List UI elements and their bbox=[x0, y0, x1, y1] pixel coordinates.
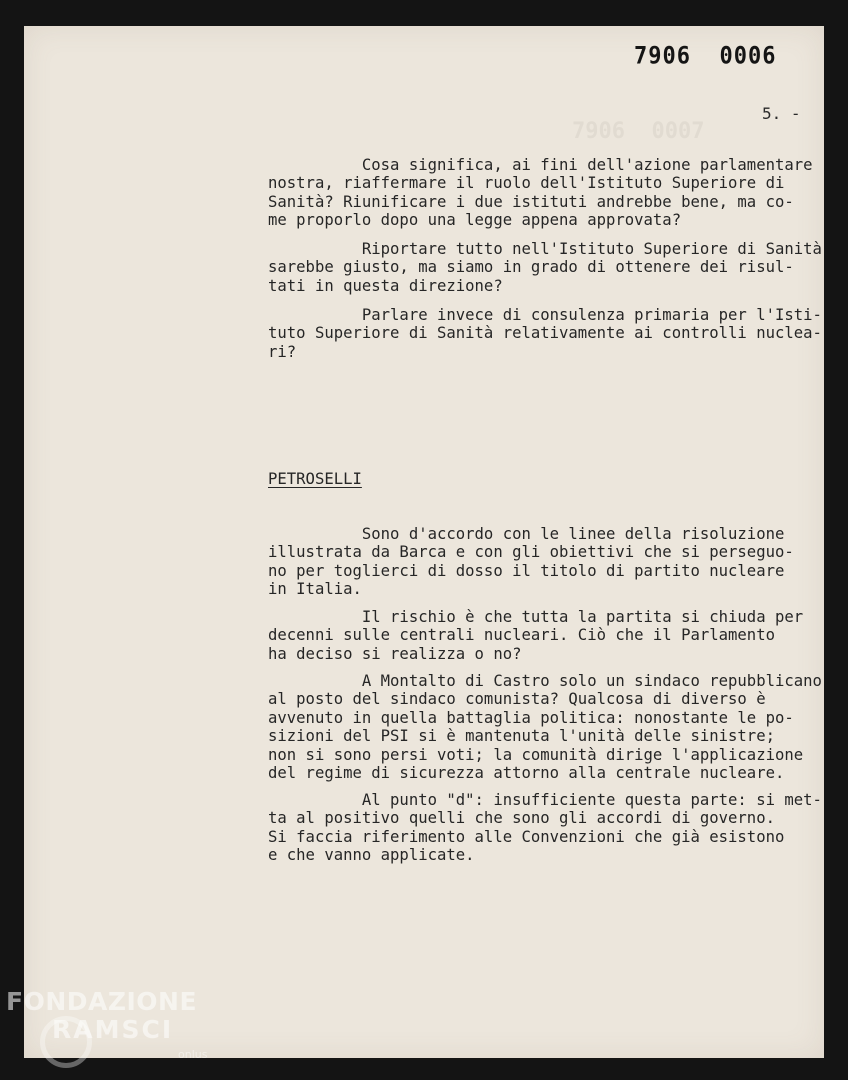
bleed-through-code: 7906 0007 bbox=[572, 119, 705, 144]
document-page bbox=[24, 26, 824, 1058]
paragraph-1: Cosa significa, ai fini dell'azione parlamentare nostra, riaffermare il ruolo dell'Istituto Superiore di Sanità? Riunificare i due istituti andrebbe bene, ma co- me proporlo dopo una legge appena approvata? bbox=[268, 156, 813, 230]
speaker-paragraph-2: Il rischio è che tutta la partita si chiuda per decenni sulle centrali nucleari. Ciò che il Parlamento ha deciso si realizza o no? bbox=[268, 608, 804, 663]
paragraph-2: Riportare tutto nell'Istituto Superiore di Sanità sarebbe giusto, ma siamo in grado di ottenere dei risul- tati in questa direzione? bbox=[268, 240, 822, 295]
logo-text-line1: FONDAZIONE bbox=[6, 987, 198, 1016]
speaker-paragraph-4: Al punto "d": insufficiente questa parte: si met- ta al positivo quelli che sono gli accordi di governo. Si faccia riferimento alle Convenzioni che già esistono e che vanno applicate. bbox=[268, 791, 822, 865]
logo-onlus: onlus bbox=[178, 1048, 208, 1061]
document-code: 7906 0006 bbox=[634, 43, 777, 70]
paragraph-3: Parlare invece di consulenza primaria per l'Isti- tuto Superiore di Sanità relativamente ai controlli nuclea- ri? bbox=[268, 306, 822, 361]
speaker-paragraph-3: A Montalto di Castro solo un sindaco repubblicano al posto del sindaco comunista? Qualcosa di diverso è avvenuto in quella battaglia politica: nonostante le po- sizioni del PSI si è mantenuta l'unità delle sinistre; non si sono persi voti; la comunità dirige l'applicazione del regime di sicurezza attorno alla centrale nucleare. bbox=[268, 672, 822, 783]
logo-g-icon bbox=[40, 1016, 92, 1068]
page-number: 5. - bbox=[762, 104, 801, 123]
speaker-heading: PETROSELLI bbox=[268, 470, 362, 488]
logo-text-line2: RAMSCI bbox=[52, 1015, 174, 1044]
fondazione-gramsci-logo bbox=[6, 987, 208, 1061]
speaker-paragraph-1: Sono d'accordo con le linee della risoluzione illustrata da Barca e con gli obiettivi che si perseguo- no per toglierci di dosso il titolo di partito nucleare in Italia. bbox=[268, 525, 794, 599]
